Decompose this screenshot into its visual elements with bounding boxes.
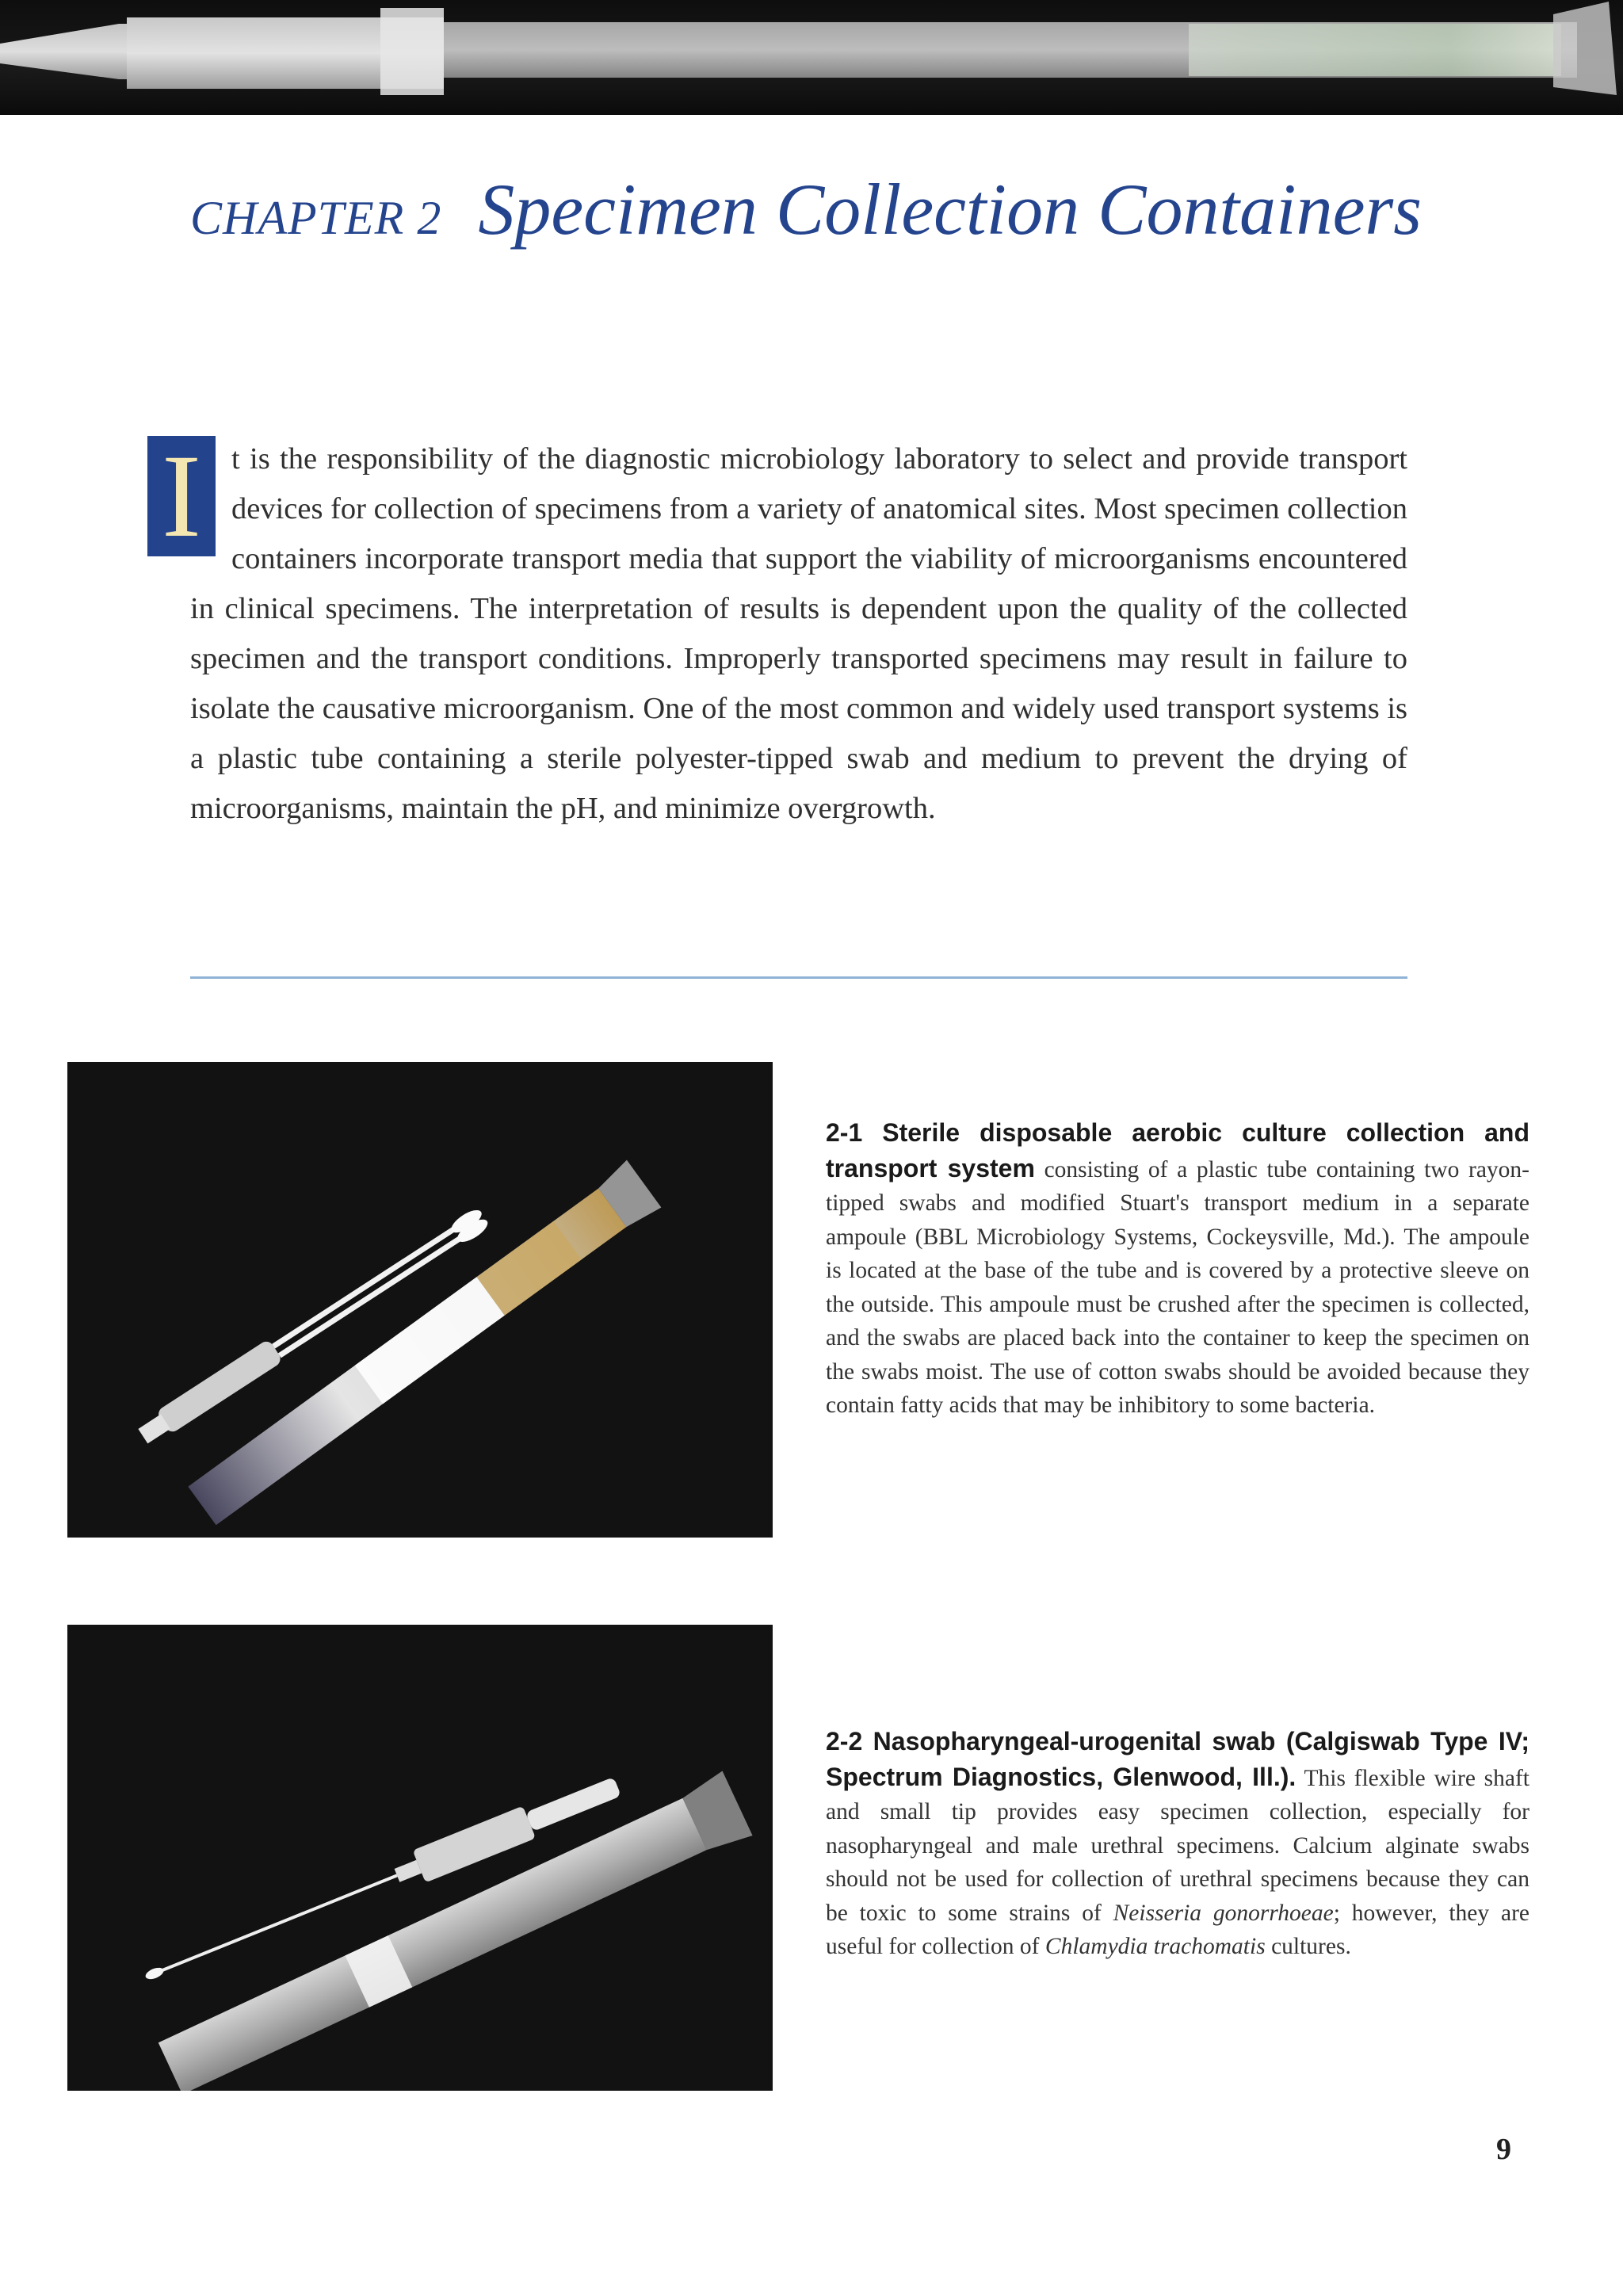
figure-2-1-caption [826,1116,1529,1423]
figure-2-2-photo [67,1625,773,2091]
figure-2-1-body: consisting of a plastic tube containing two rayon-tipped swabs and modified Stuart's transport medium in a separate ampoule (BBL Microbiology Systems, Cockeysville, Md.). The ampoule is located at the base of the tube and is covered by a protective sleeve on the outside. This ampoule must be crushed after the specimen is collected, and the swabs are placed back into the container to keep the specimen on the swabs moist. The use of cotton swabs should be avoided because they contain fatty acids that may be inhibitory to some bacteria. [826,1156,1530,1418]
header-banner-photo [0,0,1623,115]
figure-2-2-caption [826,1725,1529,1964]
intro-paragraph [162,430,1407,834]
chapter-title: Specimen Collection Containers [478,169,1423,250]
drop-cap: I [147,436,216,556]
figure-2-2-body-3: cultures. [1265,1934,1351,1959]
figure-2-2-body-2: ; however, they are useful for collection of [826,1900,1529,1959]
intro-text: t is the responsibility of the diagnostic microbiology laboratory to select and provide transport devices for collection of specimens from a variety of anatomical sites. Most specimen collection containers incorporate transport media that support the viability of microorganisms encountered in clinical specimens. The interpretation of results is dependent upon the quality of the collected specimen and the transport conditions. Improperly transported specimens may result in failure to isolate the causative microorganism. One of the most common and widely used transport systems is a plastic tube containing a sterile polyester-tipped swab and medium to prevent the drying of microorganisms, maintain the pH, and minimize overgrowth. [190,442,1407,825]
figure-2-1-photo [67,1062,773,1538]
organism-name-2: Chlamydia trachomatis [1044,1934,1266,1959]
section-divider [190,976,1407,979]
chapter-heading [190,162,1458,272]
figure-2-1-heading: 2-1 Sterile disposable aerobic culture collection and transport system [826,1118,1529,1182]
figure-2-2-heading: 2-2 Nasopharyngeal-urogenital swab (Calgiswab Type IV; Spectrum Diagnostics, Glenwood, Ill.). [826,1727,1529,1791]
organism-name-1: Neisseria gonorrhoeae [1113,1900,1334,1926]
figure-2-2-body-1: This flexible wire shaft and small tip provides easy specimen collection, especially for nasopharyngeal and male urethral specimens. Calcium alginate swabs should not be used for collection of urethral specimens because they can be toxic to some strains of [826,1765,1530,1926]
page-number: 9 [1496,2133,1511,2166]
chapter-label: CHAPTER 2 [190,192,442,244]
swab-tube-illustration [0,0,1623,115]
